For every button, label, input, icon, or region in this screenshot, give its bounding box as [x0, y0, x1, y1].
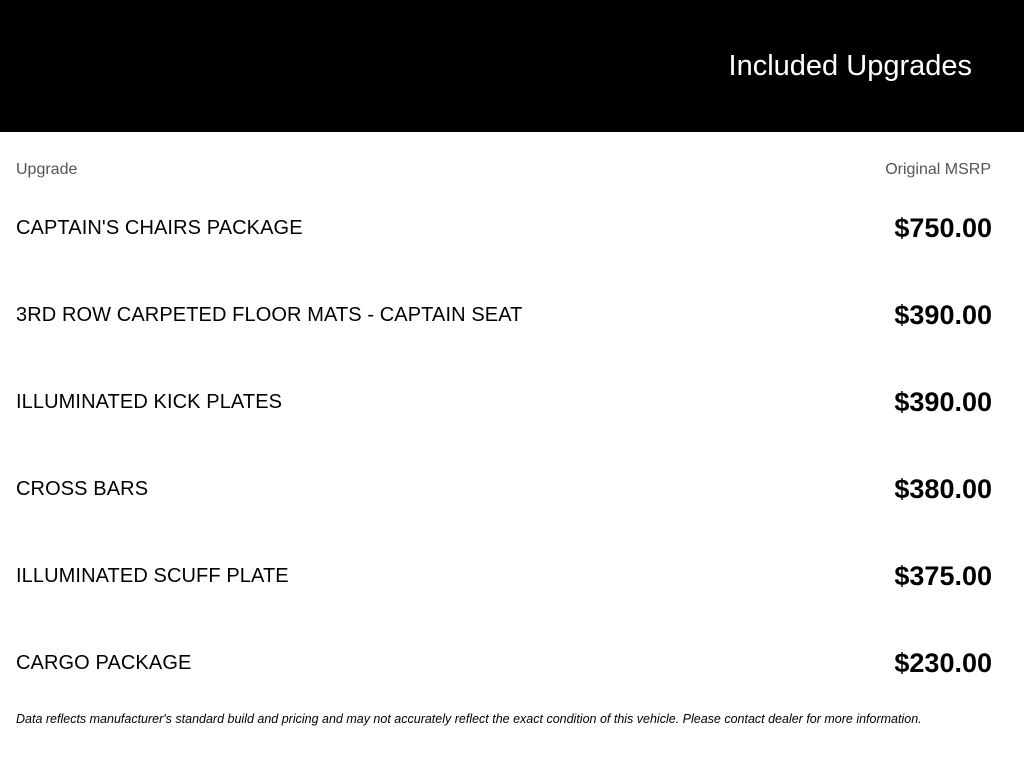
upgrade-name: 3RD ROW CARPETED FLOOR MATS - CAPTAIN SEAT [16, 304, 523, 326]
upgrade-row [16, 359, 992, 446]
upgrade-name: CROSS BARS [16, 478, 149, 500]
upgrade-price: $380.00 [894, 474, 992, 504]
column-header-upgrade: Upgrade [16, 161, 78, 178]
upgrade-price: $390.00 [894, 300, 992, 330]
upgrade-row [16, 446, 992, 533]
disclaimer-text: Data reflects manufacturer's standard build and pricing and may not accurately reflect the exact condition of this vehicle. Please contact dealer for more information. [16, 712, 922, 726]
upgrade-row [16, 533, 992, 620]
upgrade-row [16, 185, 992, 272]
upgrade-name: ILLUMINATED SCUFF PLATE [16, 565, 289, 587]
upgrade-price: $375.00 [894, 561, 992, 591]
upgrade-price: $390.00 [894, 387, 992, 417]
upgrade-name: ILLUMINATED KICK PLATES [16, 391, 283, 413]
upgrade-row [16, 620, 992, 707]
upgrades-list [16, 185, 992, 707]
upgrade-price: $230.00 [894, 648, 992, 678]
column-headers [16, 160, 991, 180]
upgrade-name: CAPTAIN'S CHAIRS PACKAGE [16, 217, 303, 239]
upgrade-price: $750.00 [894, 213, 992, 243]
column-header-msrp: Original MSRP [885, 161, 991, 178]
upgrade-name: CARGO PACKAGE [16, 652, 192, 674]
page-title: Included Upgrades [728, 50, 972, 82]
header-bar [0, 0, 1024, 132]
upgrade-row [16, 272, 992, 359]
